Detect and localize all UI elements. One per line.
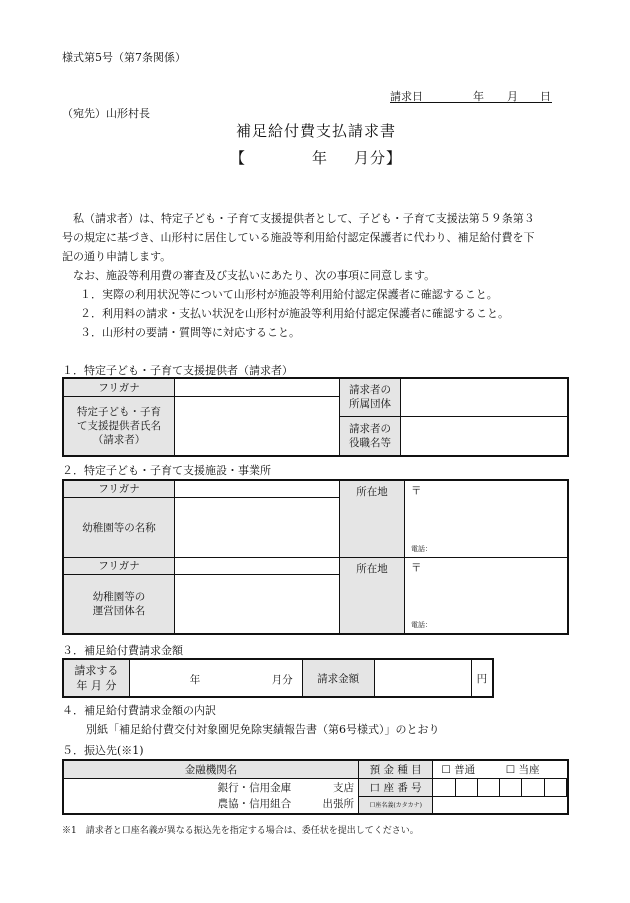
phone-label: 電話： bbox=[411, 544, 432, 553]
org-label-2: 所属団体 bbox=[349, 398, 391, 411]
bank-type-1: 銀行・信用金庫 bbox=[217, 781, 292, 794]
org-label-1: 請求者の bbox=[349, 384, 391, 397]
phone-label: 電話： bbox=[411, 621, 432, 629]
date-year-label: 年 bbox=[473, 90, 484, 103]
account-digit[interactable] bbox=[544, 778, 566, 796]
branch-type-2: 出張所 bbox=[322, 797, 355, 810]
subtitle-month: 月分】 bbox=[354, 149, 403, 167]
facility-table bbox=[62, 479, 569, 635]
ordinary-label: 普通 bbox=[454, 763, 476, 776]
role-label-1: 請求者の bbox=[349, 422, 391, 435]
bank-table bbox=[62, 759, 569, 815]
provider-name-label bbox=[63, 396, 175, 456]
checkbox-ordinary[interactable]: ☐ bbox=[441, 763, 455, 776]
provider-name-label-3: （請求者） bbox=[92, 433, 146, 446]
bank-type-2: 農協・信用組合 bbox=[217, 797, 292, 810]
account-digit[interactable] bbox=[433, 778, 455, 796]
page-subtitle bbox=[230, 147, 403, 167]
page-title: 補足給付費支払請求書 bbox=[236, 122, 397, 140]
date-month-label: 月 bbox=[507, 90, 518, 103]
section-3-heading: ３．補足給付費請求金額 bbox=[62, 644, 183, 657]
operator-name-label-2: 運営団体名 bbox=[92, 604, 146, 617]
facility-furigana-label: フリガナ bbox=[63, 480, 175, 497]
account-digit[interactable] bbox=[567, 778, 569, 796]
operator-name-input[interactable] bbox=[175, 574, 340, 634]
consent-item-3: ３．山形村の要請・質問等に対応すること。 bbox=[80, 326, 300, 339]
statement-line-2: 号の規定に基づき、山形村に居住している施設等利用給付認定保護者に代わり、補足給付費を下 bbox=[62, 231, 535, 244]
operator-location-input[interactable] bbox=[405, 557, 569, 634]
amount-label: 請求金額 bbox=[302, 659, 374, 697]
account-number-label: 口 座 番 号 bbox=[359, 778, 433, 796]
consent-intro: なお、施設等利用費の審査及び支払いにあたり、次の事項に同意します。 bbox=[73, 269, 436, 282]
role-input[interactable] bbox=[401, 416, 569, 456]
section-2-heading: ２．特定子ども・子育て支援施設・事業所 bbox=[62, 464, 271, 477]
amount-table bbox=[62, 658, 494, 698]
bank-name-input[interactable] bbox=[63, 778, 317, 814]
bank-name-label: 金融機関名 bbox=[63, 760, 359, 778]
furigana-label: フリガナ bbox=[63, 378, 175, 396]
account-digit[interactable] bbox=[455, 778, 477, 796]
period-label-2: 年 月 分 bbox=[76, 679, 117, 692]
yen-label: 円 bbox=[471, 659, 493, 697]
date-day-label: 日 bbox=[540, 90, 551, 103]
account-digit[interactable] bbox=[500, 778, 522, 796]
amount-input[interactable] bbox=[374, 659, 471, 697]
section-1-heading: １．特定子ども・子育て支援提供者（請求者） bbox=[62, 364, 293, 377]
statement-line-3: 記の通り申請します。 bbox=[62, 250, 172, 263]
operator-furigana-label: フリガナ bbox=[63, 557, 175, 574]
account-digit[interactable] bbox=[522, 778, 544, 796]
period-label bbox=[63, 659, 129, 697]
role-label-2: 役職名等 bbox=[349, 436, 391, 449]
provider-name-input[interactable] bbox=[175, 396, 340, 456]
account-digit[interactable] bbox=[477, 778, 499, 796]
org-label bbox=[340, 378, 401, 416]
facility-location-input[interactable] bbox=[405, 480, 569, 557]
statement-line-1: 私（請求者）は、特定子ども・子育て支援提供者として、子ども・子育て支援法第５９条第３ bbox=[73, 212, 535, 225]
addressee: （宛先）山形村長 bbox=[62, 107, 150, 120]
period-label-1: 請求する bbox=[74, 664, 119, 677]
postal-mark: 〒 bbox=[411, 561, 422, 574]
provider-name-label-2: て支援提供者氏名 bbox=[77, 419, 161, 432]
current-label: 当座 bbox=[518, 763, 540, 776]
account-type-label: 預 金 種 目 bbox=[359, 760, 433, 778]
bracket-open: 【 bbox=[230, 149, 247, 167]
provider-name-label-1: 特定子ども・子育 bbox=[77, 405, 161, 418]
branch-input[interactable] bbox=[317, 778, 358, 814]
subtitle-year: 年 bbox=[312, 149, 329, 167]
operator-name-label-1: 幼稚園等の bbox=[92, 590, 146, 603]
facility-location-label: 所在地 bbox=[340, 480, 405, 557]
account-type-options bbox=[433, 760, 568, 778]
furigana-input[interactable] bbox=[175, 378, 340, 396]
request-date-label: 請求日 bbox=[390, 90, 423, 103]
operator-location-label: 所在地 bbox=[340, 557, 405, 634]
statement bbox=[62, 209, 582, 342]
consent-item-2: ２．利用料の請求・支払い状況を山形村が施設等利用給付認定保護者に確認すること。 bbox=[80, 307, 509, 320]
account-name-input[interactable] bbox=[433, 796, 568, 814]
provider-table bbox=[62, 377, 569, 457]
facility-furigana-input[interactable] bbox=[175, 480, 340, 497]
period-month: 月分 bbox=[271, 674, 293, 686]
org-input[interactable] bbox=[401, 378, 569, 416]
checkbox-current[interactable]: ☐ bbox=[505, 763, 519, 776]
operator-furigana-input[interactable] bbox=[175, 557, 340, 574]
consent-item-1: １．実際の利用状況等について山形村が施設等利用給付認定保護者に確認すること。 bbox=[80, 288, 498, 301]
section-4-heading: ４．補足給付費請求金額の内訳 bbox=[62, 704, 216, 717]
branch-type-1: 支店 bbox=[333, 781, 355, 794]
breakdown-detail: 別紙「補足給付費交付対象園児免除実績報告書（第6号様式）」のとおり bbox=[86, 723, 440, 736]
footnote: ※1 請求者と口座名義が異なる振込先を指定する場合は、委任状を提出してください。 bbox=[62, 826, 419, 836]
operator-name-label bbox=[63, 574, 175, 634]
role-label bbox=[340, 416, 401, 456]
request-date-line bbox=[390, 88, 552, 103]
account-name-label: 口座名義(カタカナ) bbox=[359, 796, 433, 814]
postal-mark: 〒 bbox=[411, 485, 422, 497]
school-name-label: 幼稚園等の名称 bbox=[63, 497, 175, 557]
form-number: 様式第5号（第7条関係） bbox=[62, 51, 186, 64]
period-year: 年 bbox=[189, 674, 201, 686]
period-input[interactable] bbox=[129, 659, 302, 697]
school-name-input[interactable] bbox=[175, 497, 340, 557]
section-5-heading: ５．振込先(※1) bbox=[62, 744, 144, 757]
